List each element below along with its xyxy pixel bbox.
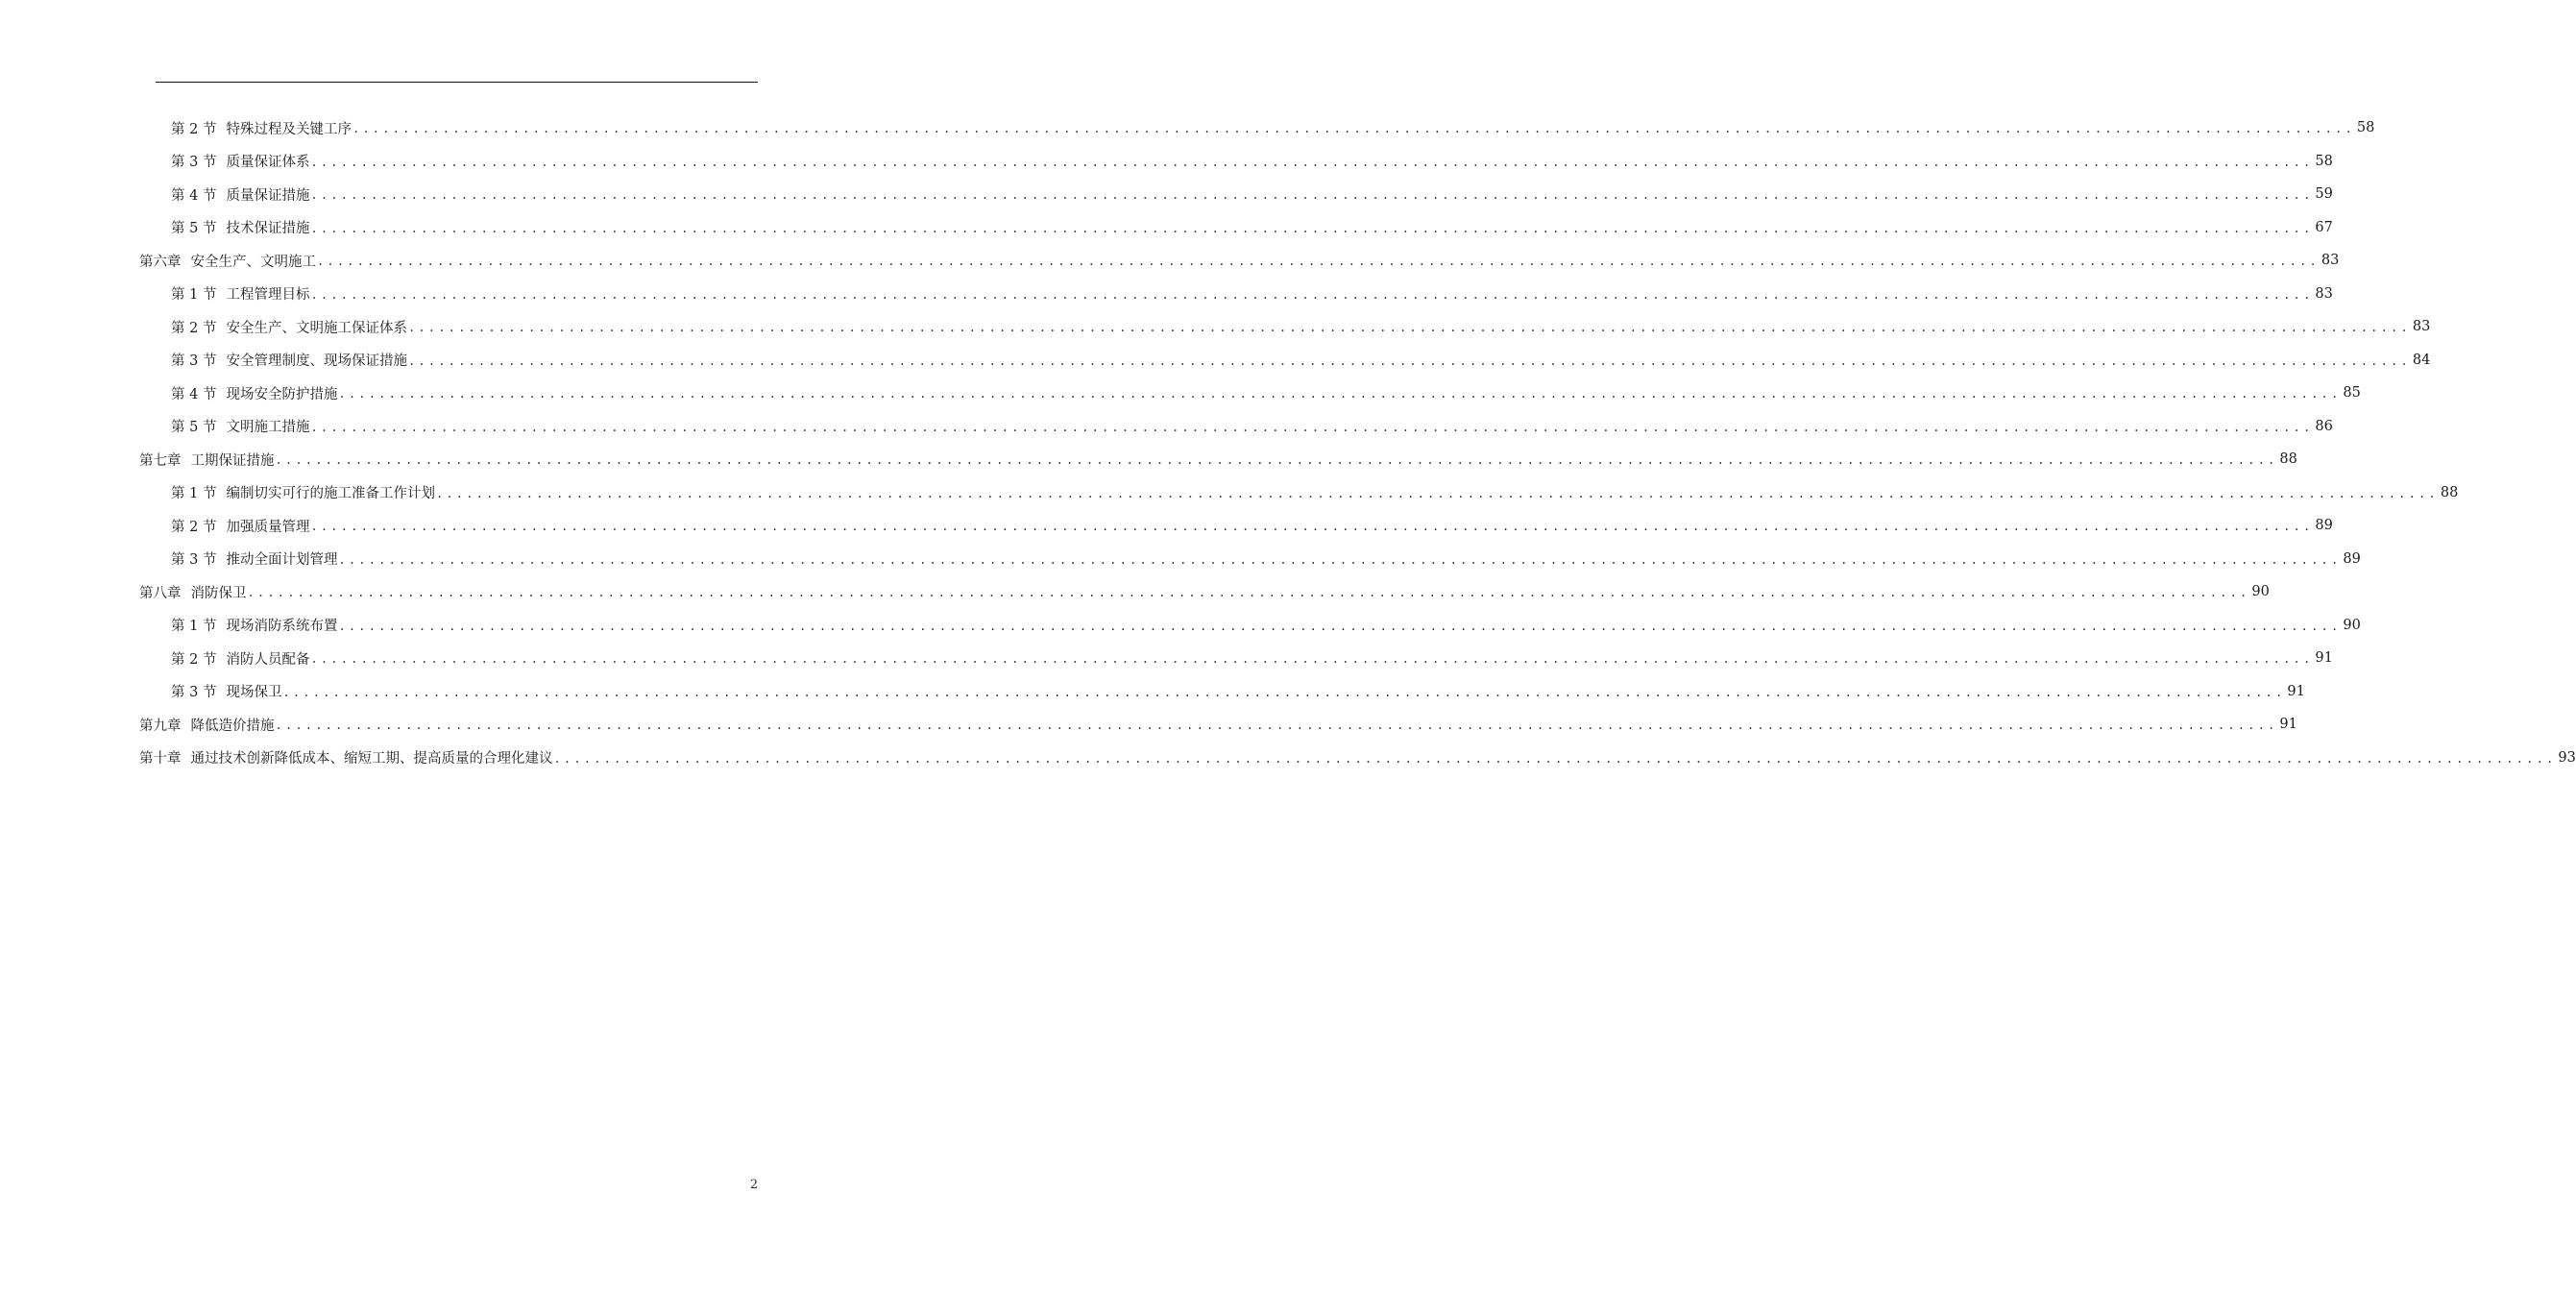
toc-chapter-entry[interactable] — [0, 708, 2297, 742]
toc-section-entry[interactable] — [0, 178, 2333, 211]
toc-entry-page: 90 — [2343, 617, 2361, 633]
toc-section-entry[interactable] — [0, 675, 2305, 709]
toc-dot-leader: ........................................................................................................................................................................................................ — [310, 420, 2314, 434]
toc-entry-number: 第九章 — [139, 718, 182, 734]
page-number: 2 — [749, 1178, 759, 1192]
toc-entry-page: 67 — [2315, 219, 2333, 235]
toc-entry-number: 第 2 节 — [171, 519, 217, 535]
toc-section-entry[interactable] — [0, 344, 2431, 378]
toc-section-entry[interactable] — [0, 543, 2361, 576]
toc-entry-number: 第七章 — [139, 452, 182, 469]
toc-entry-page: 89 — [2315, 518, 2333, 534]
toc-entry-title: 消防人员配备 — [226, 651, 310, 668]
toc-entry-number: 第 1 节 — [171, 486, 217, 502]
toc-entry-title: 安全生产、文明施工 — [190, 254, 316, 270]
toc-entry-page: 91 — [2315, 650, 2333, 667]
toc-dot-leader: ........................................................................................................................................................................................................ — [553, 751, 2557, 766]
toc-dot-leader: ........................................................................................................................................................................................................ — [338, 619, 2342, 633]
table-of-contents — [0, 111, 2576, 774]
toc-entry-number: 第八章 — [139, 585, 182, 601]
toc-chapter-entry[interactable] — [0, 443, 2297, 476]
toc-entry-number: 第 5 节 — [171, 221, 217, 237]
toc-section-entry[interactable] — [0, 145, 2333, 179]
toc-entry-title: 文明施工措施 — [226, 420, 310, 436]
toc-entry-number: 第 4 节 — [171, 386, 217, 402]
toc-entry-title: 质量保证措施 — [226, 187, 310, 204]
toc-entry-page: 88 — [2279, 451, 2297, 468]
toc-entry-title: 技术保证措施 — [226, 221, 310, 237]
toc-entry-number: 第 1 节 — [171, 287, 217, 304]
toc-entry-title: 安全生产、文明施工保证体系 — [226, 320, 407, 336]
toc-section-entry[interactable] — [0, 609, 2361, 643]
toc-section-entry[interactable] — [0, 509, 2333, 543]
toc-section-entry[interactable] — [0, 377, 2361, 410]
toc-entry-number: 第 2 节 — [171, 121, 217, 137]
toc-dot-leader: ........................................................................................................................................................................................................ — [310, 652, 2314, 667]
toc-dot-leader: ........................................................................................................................................................................................................ — [275, 719, 2278, 733]
toc-entry-title: 质量保证体系 — [226, 155, 310, 171]
toc-dot-leader: ........................................................................................................................................................................................................ — [435, 486, 2439, 500]
toc-entry-page: 90 — [2251, 584, 2270, 600]
toc-section-entry[interactable] — [0, 278, 2333, 311]
toc-dot-leader: ........................................................................................................................................................................................................ — [310, 221, 2314, 235]
toc-entry-page: 85 — [2343, 385, 2361, 402]
toc-chapter-entry[interactable] — [0, 244, 2340, 278]
toc-chapter-entry[interactable] — [0, 575, 2270, 609]
toc-entry-page: 91 — [2287, 683, 2305, 699]
toc-entry-page: 84 — [2412, 352, 2431, 368]
toc-dot-leader: ........................................................................................................................................................................................................ — [310, 520, 2314, 534]
toc-entry-title: 消防保卫 — [190, 585, 247, 601]
toc-entry-page: 91 — [2279, 717, 2297, 733]
toc-entry-title: 安全管理制度、现场保证措施 — [226, 353, 407, 370]
toc-section-entry[interactable] — [0, 111, 2375, 145]
toc-dot-leader: ........................................................................................................................................................................................................ — [247, 586, 2250, 600]
toc-dot-leader: ........................................................................................................................................................................................................ — [282, 685, 2286, 699]
toc-entry-title: 编制切实可行的施工准备工作计划 — [226, 486, 435, 502]
toc-entry-title: 工程管理目标 — [226, 287, 310, 304]
toc-dot-leader: ........................................................................................................................................................................................................ — [310, 155, 2314, 169]
toc-entry-number: 第 5 节 — [171, 420, 217, 436]
toc-entry-page: 83 — [2321, 253, 2340, 269]
toc-entry-title: 现场保卫 — [226, 685, 282, 701]
toc-entry-title: 降低造价措施 — [190, 718, 275, 734]
toc-dot-leader: ........................................................................................................................................................................................................ — [275, 453, 2278, 468]
toc-dot-leader: ........................................................................................................................................................................................................ — [338, 552, 2342, 567]
toc-entry-page: 89 — [2343, 550, 2361, 567]
toc-section-entry[interactable] — [0, 211, 2333, 245]
toc-entry-number: 第 2 节 — [171, 320, 217, 336]
toc-dot-leader: ........................................................................................................................................................................................................ — [338, 387, 2342, 402]
toc-section-entry[interactable] — [0, 310, 2431, 344]
toc-dot-leader: ........................................................................................................................................................................................................ — [407, 321, 2411, 335]
toc-entry-title: 特殊过程及关键工序 — [226, 121, 352, 137]
toc-dot-leader: ........................................................................................................................................................................................................ — [310, 188, 2314, 203]
header-rule — [156, 82, 758, 83]
toc-entry-page: 83 — [2315, 285, 2333, 302]
toc-entry-number: 第 3 节 — [171, 155, 217, 171]
toc-entry-page: 58 — [2315, 153, 2333, 169]
toc-entry-number: 第 2 节 — [171, 651, 217, 668]
toc-entry-title: 加强质量管理 — [226, 519, 310, 535]
toc-dot-leader: ........................................................................................................................................................................................................ — [310, 287, 2314, 302]
toc-entry-number: 第 3 节 — [171, 552, 217, 569]
toc-entry-number: 第 3 节 — [171, 685, 217, 701]
toc-entry-number: 第 4 节 — [171, 187, 217, 204]
toc-section-entry[interactable] — [0, 410, 2333, 444]
toc-entry-title: 现场安全防护措施 — [226, 386, 338, 402]
toc-entry-title: 通过技术创新降低成本、缩短工期、提高质量的合理化建议 — [190, 751, 553, 767]
toc-chapter-entry[interactable] — [0, 742, 2576, 775]
toc-entry-page: 59 — [2315, 186, 2333, 203]
toc-entry-title: 现场消防系统布置 — [226, 619, 338, 635]
toc-entry-number: 第十章 — [139, 751, 182, 767]
toc-entry-title: 工期保证措施 — [190, 452, 275, 469]
toc-dot-leader: ........................................................................................................................................................................................................ — [352, 122, 2355, 136]
toc-entry-number: 第 3 节 — [171, 353, 217, 370]
toc-dot-leader: ........................................................................................................................................................................................................ — [317, 255, 2320, 269]
toc-entry-page: 88 — [2440, 484, 2459, 500]
toc-entry-page: 93 — [2558, 749, 2576, 766]
toc-entry-number: 第 1 节 — [171, 619, 217, 635]
toc-section-entry[interactable] — [0, 642, 2333, 675]
toc-section-entry[interactable] — [0, 476, 2459, 510]
toc-dot-leader: ........................................................................................................................................................................................................ — [407, 353, 2411, 368]
toc-entry-title: 推动全面计划管理 — [226, 552, 338, 569]
toc-entry-page: 83 — [2412, 319, 2431, 335]
toc-entry-page: 58 — [2356, 120, 2375, 136]
toc-entry-number: 第六章 — [139, 254, 182, 270]
toc-entry-page: 86 — [2315, 418, 2333, 434]
